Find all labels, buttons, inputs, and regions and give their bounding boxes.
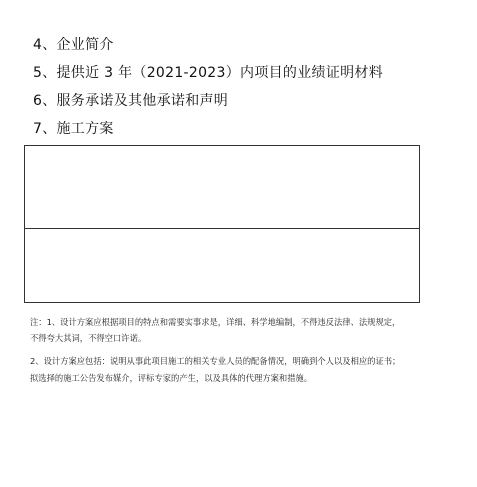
construction-plan-box: [24, 145, 420, 303]
box-divider: [25, 228, 419, 229]
list-item-service-commitment: 6、服务承诺及其他承诺和声明: [33, 93, 229, 109]
note-2-line-2: 拟选择的施工公告发布媒介，评标专家的产生，以及具体的代理方案和措施。: [30, 373, 313, 383]
list-item-company-profile: 4、企业简介: [33, 37, 114, 53]
note-2-line-1: 2、设计方案应包括：说明从事此项目施工的相关专业人员的配备情况，明确到个人以及相应的证书；: [30, 356, 401, 366]
list-item-construction-plan: 7、施工方案: [33, 121, 114, 137]
list-item-performance-proof: 5、提供近 3 年（2021-2023）内项目的业绩证明材料: [33, 65, 384, 81]
note-1-line-1: 注：1、设计方案应根据项目的特点和需要实事求是，详细、科学地编制，不得违反法律、法规规定，: [30, 317, 401, 327]
note-1-line-2: 不得夸大其词，不得空口许诺。: [30, 333, 147, 343]
